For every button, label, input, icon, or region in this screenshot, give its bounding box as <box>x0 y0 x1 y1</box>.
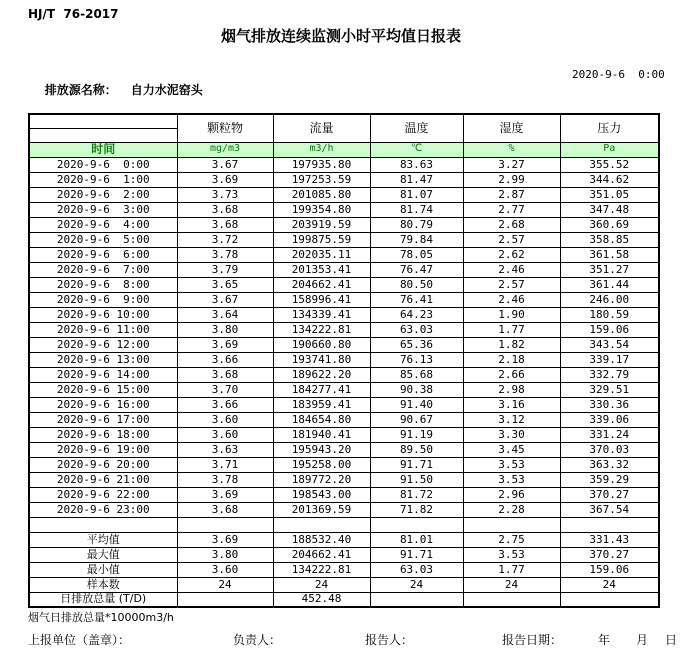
table-row <box>29 487 659 502</box>
value-cell: 355.52 <box>560 157 659 172</box>
summary-row <box>29 562 659 577</box>
value-cell: 90.38 <box>370 382 463 397</box>
time-cell: 2020-9-6 11:00 <box>29 322 177 337</box>
time-cell: 2020-9-6 14:00 <box>29 367 177 382</box>
value-cell: 332.79 <box>560 367 659 382</box>
value-cell: 202035.11 <box>273 247 370 262</box>
month-label: 月 <box>636 633 649 647</box>
value-cell: 3.53 <box>463 472 560 487</box>
summary-row <box>29 532 659 547</box>
summary-label-cell: 最大值 <box>29 547 177 562</box>
value-cell: 80.79 <box>370 217 463 232</box>
value-cell: 158996.41 <box>273 292 370 307</box>
value-cell: 2.99 <box>463 172 560 187</box>
value-cell: 83.63 <box>370 157 463 172</box>
value-cell: 76.13 <box>370 352 463 367</box>
time-cell: 2020-9-6 17:00 <box>29 412 177 427</box>
value-cell: 351.05 <box>560 187 659 202</box>
table-row <box>29 217 659 232</box>
value-cell: 344.62 <box>560 172 659 187</box>
value-cell: 3.78 <box>177 472 273 487</box>
time-cell: 2020-9-6 22:00 <box>29 487 177 502</box>
value-cell: 329.51 <box>560 382 659 397</box>
time-cell: 2020-9-6 12:00 <box>29 337 177 352</box>
value-cell: 3.66 <box>177 397 273 412</box>
summary-label-cell: 样本数 <box>29 577 177 592</box>
value-cell: 363.32 <box>560 457 659 472</box>
value-cell: 3.27 <box>463 157 560 172</box>
value-cell: 2.77 <box>463 202 560 217</box>
units-header-row <box>29 142 659 157</box>
value-cell: 91.50 <box>370 472 463 487</box>
table-row <box>29 232 659 247</box>
value-cell: 199875.59 <box>273 232 370 247</box>
time-header-top-cell <box>29 114 177 128</box>
unit-humidity: % <box>463 142 560 157</box>
value-cell: 195943.20 <box>273 442 370 457</box>
value-cell: 197935.80 <box>273 157 370 172</box>
value-cell: 183959.41 <box>273 397 370 412</box>
report-date-label: 报告日期： <box>502 633 563 647</box>
value-cell: 201085.80 <box>273 187 370 202</box>
value-cell: 3.80 <box>177 322 273 337</box>
summary-value-cell <box>560 592 659 607</box>
value-cell: 3.68 <box>177 217 273 232</box>
value-cell: 3.30 <box>463 427 560 442</box>
column-header-pressure: 压力 <box>560 114 659 142</box>
value-cell: 2.68 <box>463 217 560 232</box>
table-row <box>29 337 659 352</box>
value-cell: 65.36 <box>370 337 463 352</box>
value-cell: 76.47 <box>370 262 463 277</box>
value-cell: 134339.41 <box>273 307 370 322</box>
value-cell: 370.03 <box>560 442 659 457</box>
value-cell: 2.57 <box>463 232 560 247</box>
value-cell: 3.72 <box>177 232 273 247</box>
value-cell: 3.64 <box>177 307 273 322</box>
summary-row <box>29 547 659 562</box>
summary-value-cell: 2.75 <box>463 532 560 547</box>
unit-pressure: Pa <box>560 142 659 157</box>
summary-value-cell: 3.53 <box>463 547 560 562</box>
table-row <box>29 472 659 487</box>
summary-value-cell: 24 <box>177 577 273 592</box>
time-cell: 2020-9-6 2:00 <box>29 187 177 202</box>
time-cell: 2020-9-6 3:00 <box>29 202 177 217</box>
summary-value-cell: 3.60 <box>177 562 273 577</box>
empty-cell <box>177 517 273 532</box>
column-header-particulate: 颗粒物 <box>177 114 273 142</box>
value-cell: 184654.80 <box>273 412 370 427</box>
value-cell: 347.48 <box>560 202 659 217</box>
table-row <box>29 277 659 292</box>
value-cell: 81.47 <box>370 172 463 187</box>
summary-value-cell: 24 <box>273 577 370 592</box>
summary-value-cell: 24 <box>560 577 659 592</box>
value-cell: 197253.59 <box>273 172 370 187</box>
report-datetime: 2020-9-6 0:00 <box>572 68 665 81</box>
value-cell: 3.16 <box>463 397 560 412</box>
value-cell: 2.46 <box>463 262 560 277</box>
table-row <box>29 367 659 382</box>
summary-value-cell: 159.06 <box>560 562 659 577</box>
responsible-label: 负责人： <box>233 633 282 647</box>
spacer-row <box>29 517 659 532</box>
time-header-bottom-cell <box>29 128 177 142</box>
value-cell: 1.77 <box>463 322 560 337</box>
value-cell: 204662.41 <box>273 277 370 292</box>
summary-value-cell <box>463 592 560 607</box>
signature-line <box>0 631 682 647</box>
value-cell: 3.60 <box>177 427 273 442</box>
table-row <box>29 397 659 412</box>
value-cell: 2.46 <box>463 292 560 307</box>
value-cell: 361.58 <box>560 247 659 262</box>
value-cell: 3.78 <box>177 247 273 262</box>
value-cell: 71.82 <box>370 502 463 517</box>
value-cell: 3.79 <box>177 262 273 277</box>
table-row <box>29 187 659 202</box>
summary-value-cell: 370.27 <box>560 547 659 562</box>
value-cell: 2.28 <box>463 502 560 517</box>
table-row <box>29 442 659 457</box>
value-cell: 339.17 <box>560 352 659 367</box>
value-cell: 3.67 <box>177 292 273 307</box>
time-cell: 2020-9-6 9:00 <box>29 292 177 307</box>
reporter-label: 报告人： <box>365 633 414 647</box>
value-cell: 189622.20 <box>273 367 370 382</box>
empty-cell <box>29 517 177 532</box>
value-cell: 81.72 <box>370 487 463 502</box>
time-cell: 2020-9-6 8:00 <box>29 277 177 292</box>
emission-source-name: 自力水泥窑头 <box>130 83 203 97</box>
value-cell: 195258.00 <box>273 457 370 472</box>
summary-value-cell <box>370 592 463 607</box>
table-row <box>29 322 659 337</box>
time-cell: 2020-9-6 10:00 <box>29 307 177 322</box>
summary-label-cell: 日排放总量 (T/D) <box>29 592 177 607</box>
time-cell: 2020-9-6 6:00 <box>29 247 177 262</box>
summary-value-cell: 91.71 <box>370 547 463 562</box>
column-header-humidity: 湿度 <box>463 114 560 142</box>
value-cell: 331.24 <box>560 427 659 442</box>
time-cell: 2020-9-6 18:00 <box>29 427 177 442</box>
summary-value-cell: 24 <box>370 577 463 592</box>
table-row <box>29 352 659 367</box>
value-cell: 91.19 <box>370 427 463 442</box>
unit-temperature: ℃ <box>370 142 463 157</box>
time-cell: 2020-9-6 5:00 <box>29 232 177 247</box>
summary-value-cell: 3.80 <box>177 547 273 562</box>
table-row <box>29 382 659 397</box>
value-cell: 246.00 <box>560 292 659 307</box>
value-cell: 2.57 <box>463 277 560 292</box>
page-title: 烟气排放连续监测小时平均值日报表 <box>220 27 461 45</box>
summary-value-cell: 3.69 <box>177 532 273 547</box>
value-cell: 91.40 <box>370 397 463 412</box>
time-cell: 2020-9-6 23:00 <box>29 502 177 517</box>
time-header: 时间 <box>29 142 177 157</box>
flue-gas-total-note: 烟气日排放总量*10000m3/h <box>28 611 174 624</box>
value-cell: 81.07 <box>370 187 463 202</box>
summary-value-cell: 63.03 <box>370 562 463 577</box>
value-cell: 3.68 <box>177 367 273 382</box>
summary-value-cell: 204662.41 <box>273 547 370 562</box>
value-cell: 189772.20 <box>273 472 370 487</box>
column-header-flow: 流量 <box>273 114 370 142</box>
summary-value-cell <box>177 592 273 607</box>
table-row <box>29 292 659 307</box>
value-cell: 199354.80 <box>273 202 370 217</box>
value-cell: 76.41 <box>370 292 463 307</box>
summary-value-cell: 452.48 <box>273 592 370 607</box>
value-cell: 80.50 <box>370 277 463 292</box>
value-cell: 3.63 <box>177 442 273 457</box>
table-row <box>29 262 659 277</box>
value-cell: 3.53 <box>463 457 560 472</box>
report-table <box>28 113 660 608</box>
year-label: 年 <box>598 633 611 647</box>
empty-cell <box>273 517 370 532</box>
value-cell: 3.69 <box>177 337 273 352</box>
summary-value-cell: 134222.81 <box>273 562 370 577</box>
day-label: 日 <box>665 633 678 647</box>
value-cell: 85.68 <box>370 367 463 382</box>
table-row <box>29 412 659 427</box>
empty-cell <box>463 517 560 532</box>
param-header-row <box>29 114 659 128</box>
value-cell: 3.12 <box>463 412 560 427</box>
time-cell: 2020-9-6 13:00 <box>29 352 177 367</box>
value-cell: 91.71 <box>370 457 463 472</box>
value-cell: 79.84 <box>370 232 463 247</box>
value-cell: 81.74 <box>370 202 463 217</box>
value-cell: 3.60 <box>177 412 273 427</box>
table-row <box>29 457 659 472</box>
table-row <box>29 247 659 262</box>
table-row <box>29 157 659 172</box>
time-cell: 2020-9-6 1:00 <box>29 172 177 187</box>
summary-row <box>29 577 659 592</box>
value-cell: 367.54 <box>560 502 659 517</box>
value-cell: 64.23 <box>370 307 463 322</box>
value-cell: 190660.80 <box>273 337 370 352</box>
summary-value-cell: 81.01 <box>370 532 463 547</box>
value-cell: 3.68 <box>177 502 273 517</box>
value-cell: 361.44 <box>560 277 659 292</box>
value-cell: 181940.41 <box>273 427 370 442</box>
value-cell: 330.36 <box>560 397 659 412</box>
value-cell: 3.73 <box>177 187 273 202</box>
value-cell: 180.59 <box>560 307 659 322</box>
value-cell: 159.06 <box>560 322 659 337</box>
report-unit-label: 上报单位（盖章）： <box>28 633 131 647</box>
time-cell: 2020-9-6 16:00 <box>29 397 177 412</box>
value-cell: 3.65 <box>177 277 273 292</box>
value-cell: 3.69 <box>177 487 273 502</box>
unit-flow: m3/h <box>273 142 370 157</box>
value-cell: 2.87 <box>463 187 560 202</box>
value-cell: 203919.59 <box>273 217 370 232</box>
time-cell: 2020-9-6 7:00 <box>29 262 177 277</box>
summary-label-cell: 平均值 <box>29 532 177 547</box>
value-cell: 2.18 <box>463 352 560 367</box>
value-cell: 3.67 <box>177 157 273 172</box>
time-cell: 2020-9-6 20:00 <box>29 457 177 472</box>
emission-source-label: 排放源名称： <box>44 83 117 97</box>
value-cell: 343.54 <box>560 337 659 352</box>
table-row <box>29 202 659 217</box>
time-cell: 2020-9-6 21:00 <box>29 472 177 487</box>
time-cell: 2020-9-6 19:00 <box>29 442 177 457</box>
value-cell: 3.45 <box>463 442 560 457</box>
value-cell: 63.03 <box>370 322 463 337</box>
summary-label-cell: 最小值 <box>29 562 177 577</box>
table-row <box>29 172 659 187</box>
value-cell: 201353.41 <box>273 262 370 277</box>
value-cell: 89.50 <box>370 442 463 457</box>
summary-value-cell: 24 <box>463 577 560 592</box>
value-cell: 2.98 <box>463 382 560 397</box>
value-cell: 339.06 <box>560 412 659 427</box>
value-cell: 1.90 <box>463 307 560 322</box>
value-cell: 3.68 <box>177 202 273 217</box>
summary-value-cell: 188532.40 <box>273 532 370 547</box>
value-cell: 3.71 <box>177 457 273 472</box>
time-cell: 2020-9-6 0:00 <box>29 157 177 172</box>
empty-cell <box>370 517 463 532</box>
value-cell: 370.27 <box>560 487 659 502</box>
empty-cell <box>560 517 659 532</box>
value-cell: 3.69 <box>177 172 273 187</box>
table-row <box>29 427 659 442</box>
value-cell: 134222.81 <box>273 322 370 337</box>
value-cell: 3.66 <box>177 352 273 367</box>
value-cell: 360.69 <box>560 217 659 232</box>
value-cell: 359.29 <box>560 472 659 487</box>
time-cell: 2020-9-6 15:00 <box>29 382 177 397</box>
value-cell: 201369.59 <box>273 502 370 517</box>
value-cell: 2.62 <box>463 247 560 262</box>
time-cell: 2020-9-6 4:00 <box>29 217 177 232</box>
value-cell: 351.27 <box>560 262 659 277</box>
unit-particulate: mg/m3 <box>177 142 273 157</box>
value-cell: 198543.00 <box>273 487 370 502</box>
value-cell: 2.66 <box>463 367 560 382</box>
value-cell: 90.67 <box>370 412 463 427</box>
value-cell: 2.96 <box>463 487 560 502</box>
summary-row <box>29 592 659 607</box>
summary-value-cell: 1.77 <box>463 562 560 577</box>
emission-source-line <box>28 67 203 112</box>
table-row <box>29 307 659 322</box>
standard-code: HJ/T 76-2017 <box>28 7 119 21</box>
value-cell: 3.70 <box>177 382 273 397</box>
value-cell: 358.85 <box>560 232 659 247</box>
value-cell: 184277.41 <box>273 382 370 397</box>
value-cell: 193741.80 <box>273 352 370 367</box>
summary-value-cell: 331.43 <box>560 532 659 547</box>
table-row <box>29 502 659 517</box>
column-header-temperature: 温度 <box>370 114 463 142</box>
value-cell: 1.82 <box>463 337 560 352</box>
value-cell: 78.05 <box>370 247 463 262</box>
